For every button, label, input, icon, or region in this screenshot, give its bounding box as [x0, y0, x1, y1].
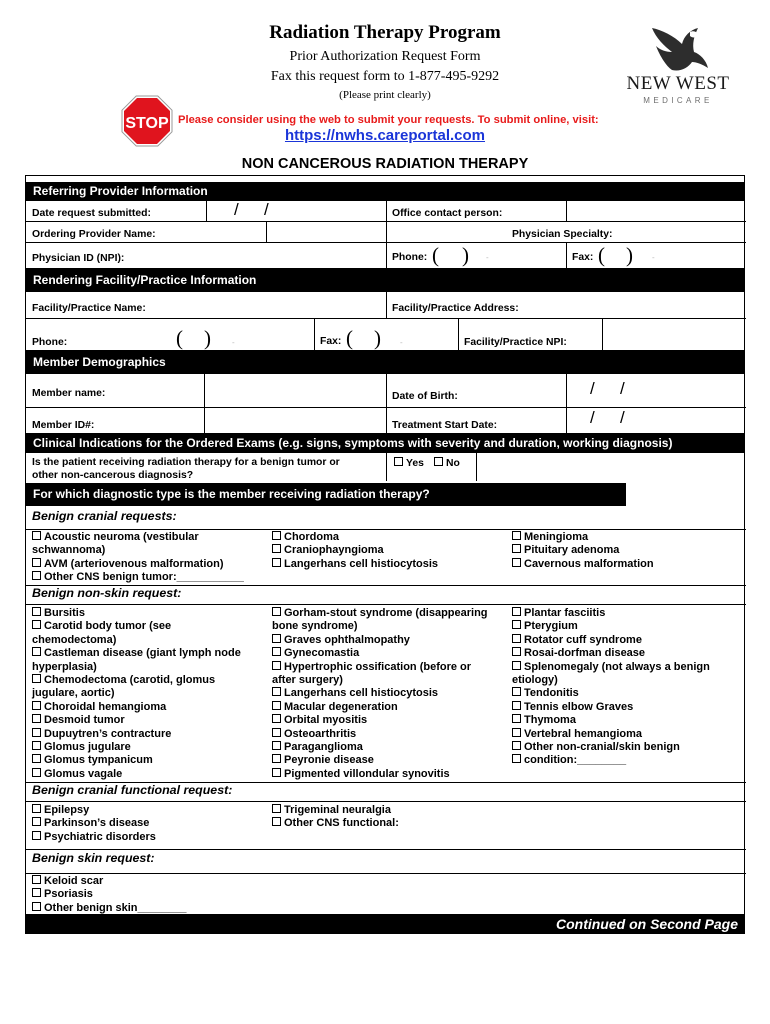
- option-label: AVM (arteriovenous malformation): [44, 557, 224, 570]
- option-label: Cavernous malformation: [524, 557, 654, 570]
- checkbox-icon: [32, 741, 41, 750]
- option-item[interactable]: [32, 558, 244, 571]
- checkbox-icon: [32, 620, 41, 629]
- option-item[interactable]: [32, 804, 156, 817]
- option-item[interactable]: [32, 531, 244, 544]
- phone-label: Phone:: [392, 252, 428, 263]
- checkbox-icon: [512, 531, 521, 540]
- option-label: Psoriasis: [44, 888, 93, 901]
- option-label: Other non-cranial/skin benign: [524, 741, 680, 754]
- option-label: Langerhans cell histiocytosis: [284, 557, 439, 570]
- checkbox-icon: [272, 531, 281, 540]
- date-request-label: Date request submitted:: [32, 208, 151, 219]
- option-item[interactable]: [32, 728, 241, 741]
- option-label: Hypertrophic ossification (before or: [284, 660, 472, 673]
- cranial-col3: [512, 531, 654, 571]
- yes-checkbox[interactable]: Yes: [394, 457, 424, 469]
- stop-sign-text: STOP: [125, 115, 169, 132]
- cranial-col1: [32, 531, 244, 585]
- option-label: Chordoma: [284, 531, 339, 543]
- checkbox-icon: [512, 741, 521, 750]
- checkbox-icon: [272, 804, 281, 813]
- nonskin-section-title: Benign non-skin request:: [32, 586, 182, 600]
- checkbox-icon: [272, 728, 281, 737]
- option-label: Other CNS functional:: [284, 817, 399, 830]
- option-item[interactable]: [272, 661, 488, 674]
- option-label: Parkinson’s disease: [44, 817, 150, 830]
- option-label: Bursitis: [44, 607, 85, 619]
- facility-fax-label: Fax:: [320, 336, 342, 347]
- ordering-provider-label: Ordering Provider Name:: [32, 229, 156, 240]
- option-label: hyperplasia): [32, 660, 97, 673]
- member-id-label: Member ID#:: [32, 420, 95, 431]
- checkbox-icon: [32, 754, 41, 763]
- checkbox-icon: [32, 674, 41, 683]
- option-item[interactable]: [512, 728, 710, 741]
- option-label: Acoustic neuroma (vestibular: [44, 531, 199, 543]
- option-label: condition:________: [524, 754, 627, 767]
- option-item[interactable]: [512, 634, 710, 647]
- form-heading: NON CANCEROUS RADIATION THERAPY: [241, 156, 529, 172]
- checkbox-icon: [512, 714, 521, 723]
- functional-col2: [272, 804, 399, 831]
- checkbox-icon: [394, 457, 403, 466]
- checkbox-icon: [272, 687, 281, 696]
- option-item[interactable]: [512, 558, 654, 571]
- option-item[interactable]: [32, 674, 241, 687]
- functional-section-title: Benign cranial functional request:: [32, 783, 233, 797]
- logo-subtitle: MEDICARE: [643, 96, 713, 105]
- option-item[interactable]: [512, 714, 710, 727]
- rendering-facility-bar: Rendering Facility/Practice Information: [26, 268, 744, 292]
- checkbox-icon: [512, 687, 521, 696]
- checkbox-icon: [32, 558, 41, 567]
- option-item[interactable]: [272, 701, 488, 714]
- option-label: jugulare, aortic): [32, 687, 115, 700]
- fax-instruction: Fax this request form to 1-877-495-9292: [270, 69, 500, 84]
- facility-npi-label: Facility/Practice NPI:: [464, 337, 567, 348]
- form-subtitle: Prior Authorization Request Form: [289, 49, 481, 64]
- option-label: Glomus jugulare: [44, 741, 131, 754]
- option-item[interactable]: [512, 620, 710, 633]
- checkbox-icon: [32, 902, 41, 911]
- checkbox-icon: [32, 531, 41, 540]
- logo-name: NEW WEST: [626, 73, 730, 94]
- form-title: Radiation Therapy Program: [269, 22, 501, 43]
- checkbox-icon: [32, 817, 41, 826]
- option-label: Pituitary adenoma: [524, 544, 620, 557]
- careportal-link[interactable]: https://nwhs.careportal.com: [284, 127, 486, 144]
- checkbox-icon: [512, 661, 521, 670]
- checkbox-icon: [512, 701, 521, 710]
- checkbox-icon: [512, 647, 521, 656]
- option-label: Trigeminal neuralgia: [284, 804, 391, 816]
- member-name-label: Member name:: [32, 388, 106, 399]
- option-item[interactable]: [32, 701, 241, 714]
- option-label: Psychiatric disorders: [44, 830, 156, 843]
- benign-question-line2: other non-cancerous diagnosis?: [32, 470, 194, 481]
- physician-id-label: Physician ID (NPI):: [32, 253, 125, 264]
- option-item[interactable]: [272, 728, 488, 741]
- checkbox-icon: [272, 768, 281, 777]
- option-label: etiology): [512, 674, 558, 687]
- option-item[interactable]: [272, 647, 488, 660]
- option-label: Glomus tympanicum: [44, 754, 153, 767]
- option-item[interactable]: [32, 875, 186, 888]
- option-label: Carotid body tumor (see: [44, 620, 172, 633]
- physician-specialty-label: Physician Specialty:: [512, 229, 613, 240]
- checkbox-icon: [272, 558, 281, 567]
- option-item[interactable]: [512, 741, 710, 754]
- option-label: Graves ophthalmopathy: [284, 633, 410, 646]
- option-label: Meningioma: [524, 531, 589, 543]
- checkbox-icon: [512, 620, 521, 629]
- option-label: Tendonitis: [524, 687, 579, 700]
- option-label: Pterygium: [524, 620, 578, 633]
- option-item[interactable]: [512, 754, 710, 767]
- continued-note: Continued on Second Page: [555, 916, 738, 932]
- checkbox-icon: [272, 634, 281, 643]
- checkbox-icon: [272, 661, 281, 670]
- checkbox-icon: [272, 544, 281, 553]
- option-item[interactable]: [32, 831, 156, 844]
- option-label: Craniophayngioma: [284, 544, 384, 557]
- cranial-col2: [272, 531, 438, 571]
- option-item[interactable]: [272, 531, 438, 544]
- checkbox-icon: [272, 607, 281, 616]
- option-item: [32, 544, 244, 557]
- benign-question-line1: Is the patient receiving radiation therapy for a benign tumor or: [32, 457, 340, 468]
- checkbox-icon: [32, 571, 41, 580]
- option-label: Dupuytren’s contracture: [44, 727, 172, 740]
- checkbox-icon: [272, 714, 281, 723]
- option-item: [32, 634, 241, 647]
- option-item[interactable]: [512, 607, 710, 620]
- option-label: Orbital myositis: [284, 714, 368, 727]
- checkbox-icon: [32, 728, 41, 737]
- facility-phone-label: Phone:: [32, 337, 68, 348]
- facility-address-label: Facility/Practice Address:: [392, 303, 519, 314]
- office-contact-label: Office contact person:: [392, 208, 503, 219]
- checkbox-icon: [32, 875, 41, 884]
- checkbox-icon: [512, 754, 521, 763]
- option-label: Osteoarthritis: [284, 727, 357, 740]
- fax-label: Fax:: [572, 252, 594, 263]
- option-item[interactable]: [32, 888, 186, 901]
- option-label: Rotator cuff syndrome: [524, 633, 642, 646]
- option-label: bone syndrome): [272, 620, 358, 633]
- checkbox-icon: [512, 544, 521, 553]
- option-label: Castleman disease (giant lymph node: [44, 647, 241, 660]
- option-item: [512, 674, 710, 687]
- option-label: Gynecomastia: [284, 647, 360, 660]
- option-label: Epilepsy: [44, 804, 90, 816]
- skin-col1: [32, 875, 186, 915]
- option-item[interactable]: [32, 768, 241, 781]
- option-label: Other CNS benign tumor:___________: [44, 571, 244, 584]
- option-item: [272, 674, 488, 687]
- option-label: Keloid scar: [44, 875, 104, 887]
- option-item[interactable]: [272, 687, 488, 700]
- print-instruction: (Please print clearly): [339, 89, 431, 101]
- option-label: Vertebral hemangioma: [524, 727, 642, 740]
- option-label: Rosai-dorfman disease: [524, 647, 646, 660]
- option-label: Choroidal hemangioma: [44, 700, 167, 713]
- option-item[interactable]: [512, 687, 710, 700]
- option-item[interactable]: [32, 741, 241, 754]
- option-item: [32, 687, 241, 700]
- option-item[interactable]: [512, 661, 710, 674]
- checkbox-icon: [272, 701, 281, 710]
- option-item: [32, 661, 241, 674]
- option-item: [272, 620, 488, 633]
- checkbox-icon: [512, 558, 521, 567]
- option-item[interactable]: [512, 531, 654, 544]
- checkbox-icon: [272, 741, 281, 750]
- option-item[interactable]: [32, 607, 241, 620]
- option-label: Tennis elbow Graves: [524, 700, 634, 713]
- member-demographics-bar: Member Demographics: [26, 350, 744, 374]
- nonskin-col1: [32, 607, 241, 781]
- checkbox-icon: [32, 888, 41, 897]
- option-label: Splenomegaly (not always a benign: [524, 660, 710, 673]
- checkbox-icon: [32, 804, 41, 813]
- option-item[interactable]: [272, 741, 488, 754]
- skin-section-title: Benign skin request:: [32, 851, 155, 865]
- date-of-birth-label: Date of Birth:: [392, 391, 458, 402]
- checkbox-icon: [32, 607, 41, 616]
- clinical-indications-bar: Clinical Indications for the Ordered Exams (e.g. signs, symptoms with severity and duration, working diagnosis): [26, 433, 744, 453]
- checkbox-icon: [32, 647, 41, 656]
- cranial-section-title: Benign cranial requests:: [32, 509, 177, 523]
- functional-col1: [32, 804, 156, 844]
- option-label: Peyronie disease: [284, 754, 374, 767]
- checkbox-icon: [32, 701, 41, 710]
- option-item[interactable]: [272, 544, 438, 557]
- option-label: Plantar fasciitis: [524, 607, 606, 619]
- option-label: after surgery): [272, 674, 343, 687]
- checkbox-icon: [32, 768, 41, 777]
- option-item[interactable]: [32, 571, 244, 584]
- option-label: Glomus vagale: [44, 767, 123, 780]
- checkbox-icon: [32, 831, 41, 840]
- nonskin-col2: [272, 607, 488, 781]
- diagnostic-type-bar: For which diagnostic type is the member receiving radiation therapy?: [26, 483, 626, 506]
- option-label: Other benign skin________: [44, 901, 187, 914]
- option-item[interactable]: [32, 620, 241, 633]
- option-item[interactable]: [512, 701, 710, 714]
- option-item[interactable]: [272, 754, 488, 767]
- option-item[interactable]: [512, 647, 710, 660]
- checkbox-icon: [434, 457, 443, 466]
- date-slash: /: [234, 200, 239, 219]
- option-item[interactable]: [32, 754, 241, 767]
- no-checkbox[interactable]: No: [434, 457, 460, 469]
- option-item[interactable]: [272, 804, 399, 817]
- option-item[interactable]: [272, 607, 488, 620]
- option-item[interactable]: [272, 768, 488, 781]
- option-item[interactable]: [32, 817, 156, 830]
- option-item[interactable]: [272, 634, 488, 647]
- referring-provider-bar: Referring Provider Information: [26, 182, 744, 201]
- option-item[interactable]: [32, 647, 241, 660]
- option-item[interactable]: [512, 544, 654, 557]
- date-slash: /: [264, 200, 269, 219]
- option-label: Gorham-stout syndrome (disappearing: [284, 607, 488, 619]
- option-label: Pigmented villondular synovitis: [284, 767, 450, 780]
- option-item[interactable]: [272, 714, 488, 727]
- option-label: Langerhans cell histiocytosis: [284, 687, 439, 700]
- option-label: schwannoma): [32, 544, 106, 557]
- checkbox-icon: [272, 754, 281, 763]
- option-label: chemodectoma): [32, 633, 117, 646]
- checkbox-icon: [272, 647, 281, 656]
- option-item[interactable]: [272, 817, 399, 830]
- facility-name-label: Facility/Practice Name:: [32, 303, 146, 314]
- checkbox-icon: [272, 817, 281, 826]
- option-label: Paraganglioma: [284, 741, 363, 754]
- checkbox-icon: [512, 607, 521, 616]
- option-label: Macular degeneration: [284, 700, 398, 713]
- checkbox-icon: [512, 634, 521, 643]
- web-submit-message: Please consider using the web to submit your requests. To submit online, visit:: [178, 114, 599, 126]
- nonskin-col3: [512, 607, 710, 768]
- checkbox-icon: [32, 714, 41, 723]
- option-label: Chemodectoma (carotid, glomus: [44, 674, 216, 687]
- option-item[interactable]: [32, 714, 241, 727]
- checkbox-icon: [512, 728, 521, 737]
- authorization-form: Referring Provider Information Date request submitted: / / Office contact person: Ordering Provider Name: Physician Specialty: Physician ID (NPI): Phone: ( ) - Fax: ( ) - Rendering Facility/Practice Information Facility/Practice Name: Facility/Practice Address: Phone: ( ) - Fax: ( ) - Facility/Practice NPI: Member Demographics Member name: Date of Birth: / / Member ID#: Treatment Start Date: / / Clinical Indications for the Ordered Exams (e.g. signs, symptoms with severity and duration, working diagnosis) Is the patient receiving radiation therapy for a benign tumor or other non-cancerous diagnosis? Yes No For which diagnostic type is the member receiving radiation therapy? Benign cranial requests: Acoustic neuroma (vestibular schwannoma) AVM (arteriovenous malformation) Other CNS benign tumor:___________ Chordoma Craniophayngioma Langerhans cell histiocytosis Meningioma Pituitary adenoma Cavernous malformation Benign non-skin request: Bursitis Carotid body tumor (see chemodectoma) Castleman disease (giant lymph node hyperplasia) Chemodectoma (carotid, glomus jugulare, aortic) Choroidal hemangioma Desmoid tumor Dupuytren’s contracture Glomus jugulare Glomus tympanicum Glomus vagale Gorham-stout syndrome (disappearing bone syndrome) Graves ophthalmopathy Gynecomastia Hypertrophic ossification (before or after surgery) Langerhans cell histiocytosis Macular degeneration Orbital myositis Osteoarthritis Paraganglioma Peyronie disease Pigmented villondular synovitis Plantar fasciitis Pterygium Rotator cuff syndrome Rosai-dorfman disease Splenomegaly (not always a benign etiology) Tendonitis Tennis elbow Graves Thymoma Vertebral hemangioma Other non-cranial/skin benign condition:________ Benign cranial functional request: Epilepsy Parkinson’s disease Psychiatric disorders Trigeminal neuralgia Other CNS functional: Benign skin request: Keloid scar Psoriasis Other benign skin________ Continued on Second Page: [25, 175, 745, 934]
- option-label: Desmoid tumor: [44, 714, 125, 727]
- option-item[interactable]: [272, 558, 438, 571]
- option-label: Thymoma: [524, 714, 576, 727]
- treatment-start-label: Treatment Start Date:: [392, 420, 498, 431]
